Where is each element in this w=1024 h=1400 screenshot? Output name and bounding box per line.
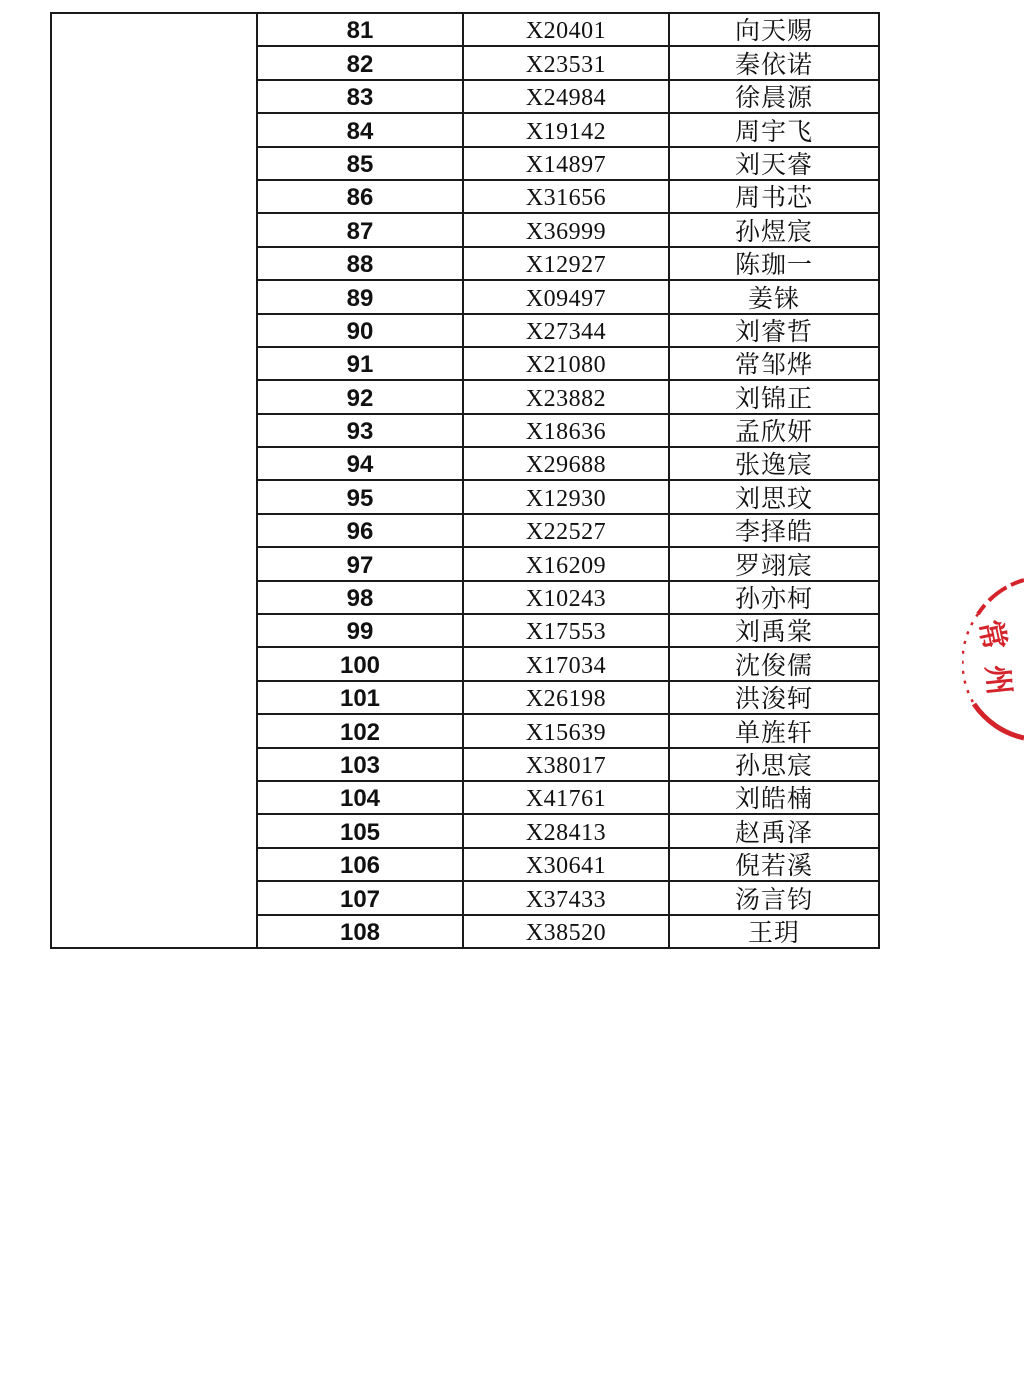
student-name-text: 王玥 <box>747 917 800 947</box>
exam-id-text: X29688 <box>525 452 607 479</box>
sequence-number-text: 107 <box>339 885 381 913</box>
student-name-text: 刘思玟 <box>734 483 813 513</box>
exam-id-cell <box>463 748 669 781</box>
exam-id-text: X30641 <box>525 853 607 880</box>
exam-id-cell <box>463 814 669 847</box>
sequence-number-text: 92 <box>346 384 374 412</box>
exam-id-cell <box>463 547 669 580</box>
student-name-cell <box>669 781 879 814</box>
exam-id-text: X16209 <box>525 552 607 579</box>
sequence-number-text: 86 <box>346 184 374 212</box>
sequence-number-text: 96 <box>346 518 374 546</box>
sequence-number-text: 88 <box>346 251 374 279</box>
student-name-text: 徐晨源 <box>734 83 813 113</box>
sequence-number-text: 100 <box>339 651 381 679</box>
exam-id-cell <box>463 681 669 714</box>
student-name-cell <box>669 380 879 413</box>
sequence-number-cell <box>257 113 463 146</box>
exam-id-cell <box>463 46 669 79</box>
sequence-number-text: 85 <box>346 150 374 178</box>
student-name-text: 陈珈一 <box>734 250 813 280</box>
student-name-cell <box>669 514 879 547</box>
sequence-number-cell <box>257 915 463 948</box>
blank-cell <box>51 13 257 948</box>
student-name-cell <box>669 314 879 347</box>
exam-id-text: X31656 <box>525 185 607 212</box>
student-name-cell <box>669 647 879 680</box>
exam-id-text: X26198 <box>525 686 607 713</box>
exam-id-text: X21080 <box>525 352 607 379</box>
exam-id-text: X18636 <box>525 419 607 446</box>
sequence-number-cell <box>257 46 463 79</box>
exam-id-text: X12927 <box>525 252 607 279</box>
student-name-text: 刘睿哲 <box>734 316 813 346</box>
sequence-number-text: 97 <box>346 551 374 579</box>
exam-id-text: X37433 <box>525 886 607 913</box>
exam-id-text: X24984 <box>525 85 607 112</box>
sequence-number-text: 84 <box>346 117 374 145</box>
student-name-cell <box>669 915 879 948</box>
student-name-cell <box>669 881 879 914</box>
student-name-text: 李择皓 <box>734 517 813 547</box>
sequence-number-text: 103 <box>339 751 381 779</box>
student-name-cell <box>669 113 879 146</box>
student-name-cell <box>669 814 879 847</box>
exam-id-text: X10243 <box>525 586 607 613</box>
student-name-cell <box>669 848 879 881</box>
student-name-text: 沈俊儒 <box>734 650 813 680</box>
exam-id-cell <box>463 314 669 347</box>
sequence-number-text: 81 <box>346 17 374 45</box>
exam-id-cell <box>463 380 669 413</box>
exam-id-text: X23531 <box>525 51 607 78</box>
student-name-text: 周书芯 <box>734 183 813 213</box>
exam-id-text: X20401 <box>525 18 607 45</box>
sequence-number-cell <box>257 13 463 46</box>
student-name-text: 张逸宸 <box>734 450 813 480</box>
exam-id-cell <box>463 414 669 447</box>
seal-stamp-graphic <box>962 574 1024 744</box>
sequence-number-text: 87 <box>346 217 374 245</box>
sequence-number-text: 91 <box>346 351 374 379</box>
sequence-number-text: 93 <box>346 418 374 446</box>
exam-id-cell <box>463 514 669 547</box>
student-name-text: 刘皓楠 <box>734 784 813 814</box>
exam-id-text: X22527 <box>525 519 607 546</box>
exam-id-cell <box>463 915 669 948</box>
student-name-cell <box>669 147 879 180</box>
exam-id-cell <box>463 480 669 513</box>
sequence-number-cell <box>257 247 463 280</box>
exam-id-cell <box>463 147 669 180</box>
student-name-text: 孙思宸 <box>734 750 813 780</box>
student-name-text: 赵禹泽 <box>734 817 813 847</box>
sequence-number-text: 105 <box>339 818 381 846</box>
exam-id-text: X14897 <box>525 151 607 178</box>
exam-id-cell <box>463 113 669 146</box>
student-name-text: 孙煜宸 <box>734 216 813 246</box>
sequence-number-cell <box>257 614 463 647</box>
roster-table-body <box>51 13 879 948</box>
student-name-text: 汤言钧 <box>734 884 813 914</box>
sequence-number-cell <box>257 280 463 313</box>
exam-id-cell <box>463 247 669 280</box>
sequence-number-cell <box>257 213 463 246</box>
exam-id-text: X09497 <box>525 285 607 312</box>
exam-id-text: X36999 <box>525 218 607 245</box>
seal-character: 常 <box>971 616 1012 654</box>
student-name-cell <box>669 280 879 313</box>
student-name-cell <box>669 46 879 79</box>
student-name-text: 秦依诺 <box>734 49 813 79</box>
roster-table <box>50 12 880 949</box>
sequence-number-cell <box>257 647 463 680</box>
sequence-number-cell <box>257 848 463 881</box>
exam-id-text: X17553 <box>525 619 607 646</box>
student-name-cell <box>669 748 879 781</box>
sequence-number-cell <box>257 881 463 914</box>
exam-id-text: X27344 <box>525 318 607 345</box>
exam-id-text: X12930 <box>525 485 607 512</box>
sequence-number-cell <box>257 581 463 614</box>
sequence-number-cell <box>257 380 463 413</box>
student-name-text: 单旌轩 <box>734 717 813 747</box>
student-name-cell <box>669 347 879 380</box>
exam-id-cell <box>463 781 669 814</box>
student-name-text: 刘锦正 <box>734 383 813 413</box>
table-row <box>51 13 879 46</box>
sequence-number-cell <box>257 781 463 814</box>
exam-id-cell <box>463 447 669 480</box>
sequence-number-text: 104 <box>339 785 381 813</box>
student-name-cell <box>669 180 879 213</box>
student-name-text: 周宇飞 <box>734 116 813 146</box>
sequence-number-text: 82 <box>346 50 374 78</box>
student-name-cell <box>669 213 879 246</box>
student-name-cell <box>669 80 879 113</box>
student-name-text: 常邹烨 <box>734 350 813 380</box>
sequence-number-cell <box>257 814 463 847</box>
student-name-cell <box>669 480 879 513</box>
student-name-cell <box>669 681 879 714</box>
sequence-number-cell <box>257 514 463 547</box>
student-name-cell <box>669 614 879 647</box>
sequence-number-text: 102 <box>339 718 381 746</box>
student-name-text: 罗翊宸 <box>734 550 813 580</box>
exam-id-text: X15639 <box>525 719 607 746</box>
exam-id-text: X38520 <box>525 919 607 946</box>
sequence-number-cell <box>257 748 463 781</box>
exam-id-text: X19142 <box>525 118 607 145</box>
exam-id-cell <box>463 647 669 680</box>
student-name-text: 向天赐 <box>734 16 813 46</box>
student-name-text: 洪浚轲 <box>734 684 813 714</box>
exam-id-cell <box>463 848 669 881</box>
sequence-number-text: 89 <box>346 284 374 312</box>
sequence-number-text: 95 <box>346 484 374 512</box>
student-name-text: 刘禹棠 <box>734 617 813 647</box>
sequence-number-cell <box>257 147 463 180</box>
sequence-number-text: 101 <box>339 685 381 713</box>
student-name-cell <box>669 547 879 580</box>
exam-id-text: X41761 <box>525 786 607 813</box>
sequence-number-cell <box>257 414 463 447</box>
exam-id-cell <box>463 881 669 914</box>
student-name-text: 刘天睿 <box>734 149 813 179</box>
student-name-cell <box>669 714 879 747</box>
exam-id-text: X38017 <box>525 752 607 779</box>
student-name-cell <box>669 414 879 447</box>
student-name-cell <box>669 581 879 614</box>
exam-id-cell <box>463 13 669 46</box>
exam-id-text: X28413 <box>525 819 607 846</box>
sequence-number-cell <box>257 180 463 213</box>
exam-id-text: X23882 <box>525 385 607 412</box>
sequence-number-text: 108 <box>339 918 381 946</box>
exam-id-cell <box>463 581 669 614</box>
student-name-text: 姜铼 <box>747 283 800 313</box>
sequence-number-cell <box>257 714 463 747</box>
sequence-number-cell <box>257 347 463 380</box>
sequence-number-cell <box>257 480 463 513</box>
student-name-text: 倪若溪 <box>734 851 813 881</box>
exam-id-text: X17034 <box>525 652 607 679</box>
sequence-number-text: 83 <box>346 84 374 112</box>
exam-id-cell <box>463 614 669 647</box>
exam-id-cell <box>463 213 669 246</box>
sequence-number-cell <box>257 314 463 347</box>
sequence-number-cell <box>257 80 463 113</box>
sequence-number-text: 90 <box>346 317 374 345</box>
student-name-cell <box>669 247 879 280</box>
seal-character: 州 <box>978 663 1017 697</box>
exam-id-cell <box>463 347 669 380</box>
sequence-number-text: 98 <box>346 585 374 613</box>
exam-id-cell <box>463 280 669 313</box>
sequence-number-text: 99 <box>346 618 374 646</box>
student-name-cell <box>669 13 879 46</box>
sequence-number-text: 106 <box>339 852 381 880</box>
sequence-number-cell <box>257 681 463 714</box>
exam-id-cell <box>463 180 669 213</box>
student-name-text: 孟欣妍 <box>734 417 813 447</box>
official-seal-stamp <box>962 574 1024 744</box>
sequence-number-cell <box>257 547 463 580</box>
exam-id-cell <box>463 80 669 113</box>
exam-id-cell <box>463 714 669 747</box>
sequence-number-cell <box>257 447 463 480</box>
student-name-cell <box>669 447 879 480</box>
sequence-number-text: 94 <box>346 451 374 479</box>
student-name-text: 孙亦柯 <box>734 584 813 614</box>
